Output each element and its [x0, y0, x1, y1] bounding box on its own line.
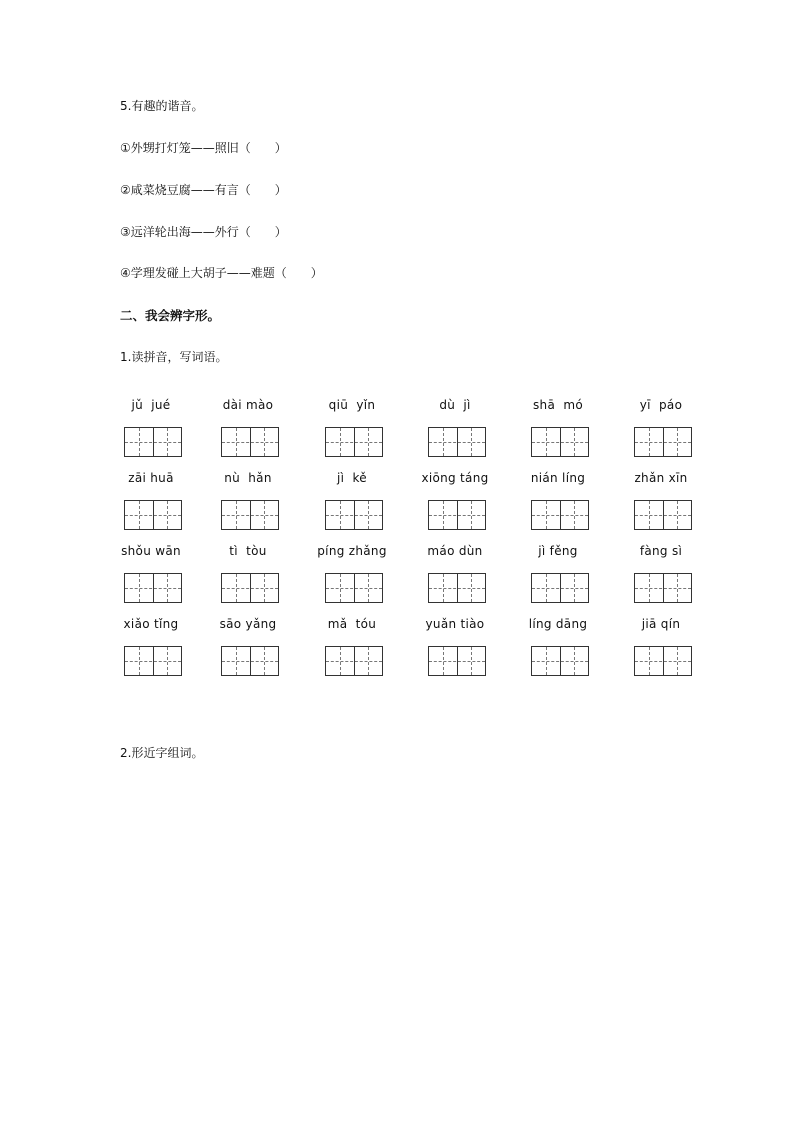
word-cell [321, 398, 383, 471]
pinyin-label: jì fěng [538, 544, 578, 558]
writing-box[interactable] [221, 427, 279, 457]
writing-box[interactable] [531, 573, 589, 603]
writing-box[interactable] [325, 573, 383, 603]
word-cell [527, 544, 589, 617]
pinyin-label: jiā qín [641, 617, 681, 631]
pinyin-label: líng dāng [528, 617, 588, 631]
writing-box[interactable] [428, 427, 486, 457]
pinyin-label: jì kě [336, 471, 367, 485]
pinyin-label: dù jì [439, 398, 471, 412]
writing-box[interactable] [325, 646, 383, 676]
homophone-item-2: ②咸菜烧豆腐——有言（ ） [120, 183, 287, 197]
pinyin-label: nián líng [530, 471, 586, 485]
writing-box[interactable] [124, 500, 182, 530]
writing-box[interactable] [221, 500, 279, 530]
writing-box[interactable] [428, 500, 486, 530]
pinyin-grid [120, 398, 700, 690]
writing-box[interactable] [325, 427, 383, 457]
word-cell [630, 617, 692, 690]
pinyin-row [120, 471, 700, 544]
writing-box[interactable] [634, 573, 692, 603]
word-cell [321, 617, 383, 690]
word-cell [120, 398, 182, 471]
word-cell [317, 544, 387, 617]
writing-box[interactable] [428, 646, 486, 676]
word-cell [424, 617, 486, 690]
word-cell [424, 398, 486, 471]
pinyin-label: píng zhǎng [317, 544, 387, 558]
pinyin-label: yī páo [639, 398, 683, 412]
writing-box[interactable] [124, 427, 182, 457]
pinyin-label: sāo yǎng [219, 617, 277, 631]
writing-box[interactable] [531, 427, 589, 457]
pinyin-label: mǎ tóu [327, 617, 377, 631]
word-cell [120, 544, 182, 617]
pinyin-label: zāi huā [128, 471, 174, 485]
pinyin-label: xiōng táng [421, 471, 489, 485]
pinyin-row [120, 398, 700, 471]
part2-heading: 二、我会辨字形。 [120, 308, 221, 323]
writing-box[interactable] [531, 500, 589, 530]
word-cell [527, 398, 589, 471]
pinyin-label: fàng sì [639, 544, 683, 558]
pinyin-label: tì tòu [229, 544, 267, 558]
pinyin-label: nù hǎn [224, 471, 272, 485]
writing-box[interactable] [428, 573, 486, 603]
pinyin-label: shǒu wān [121, 544, 181, 558]
pinyin-row [120, 617, 700, 690]
word-cell [321, 471, 383, 544]
pinyin-label: dài mào [222, 398, 274, 412]
pinyin-row [120, 544, 700, 617]
word-cell [217, 617, 279, 690]
pinyin-question-title: 1.读拼音，写词语。 [120, 350, 228, 364]
pinyin-label: jǔ jué [131, 398, 171, 412]
section5-title: 5.有趣的谐音。 [120, 99, 204, 113]
pinyin-label: yuǎn tiào [425, 617, 485, 631]
word-cell [630, 471, 692, 544]
writing-box[interactable] [124, 646, 182, 676]
word-cell [424, 544, 486, 617]
writing-box[interactable] [221, 573, 279, 603]
word-cell [120, 471, 182, 544]
writing-box[interactable] [634, 427, 692, 457]
pinyin-label: máo dùn [427, 544, 483, 558]
pinyin-label: qiū yǐn [328, 398, 376, 412]
word-cell [217, 398, 279, 471]
word-cell [630, 544, 692, 617]
word-cell [217, 471, 279, 544]
similar-characters-title: 2.形近字组词。 [120, 746, 204, 760]
word-cell [217, 544, 279, 617]
homophone-item-3: ③远洋轮出海——外行（ ） [120, 225, 287, 239]
writing-box[interactable] [124, 573, 182, 603]
homophone-item-4: ④学理发碰上大胡子——难题（ ） [120, 266, 323, 280]
writing-box[interactable] [634, 500, 692, 530]
writing-box[interactable] [221, 646, 279, 676]
pinyin-label: xiǎo tǐng [123, 617, 179, 631]
word-cell [421, 471, 489, 544]
word-cell [120, 617, 182, 690]
homophone-item-1: ①外甥打灯笼——照旧（ ） [120, 141, 287, 155]
word-cell [630, 398, 692, 471]
word-cell [527, 471, 589, 544]
pinyin-label: zhǎn xīn [634, 471, 688, 485]
writing-box[interactable] [325, 500, 383, 530]
writing-box[interactable] [531, 646, 589, 676]
word-cell [527, 617, 589, 690]
writing-box[interactable] [634, 646, 692, 676]
pinyin-label: shā mó [533, 398, 583, 412]
